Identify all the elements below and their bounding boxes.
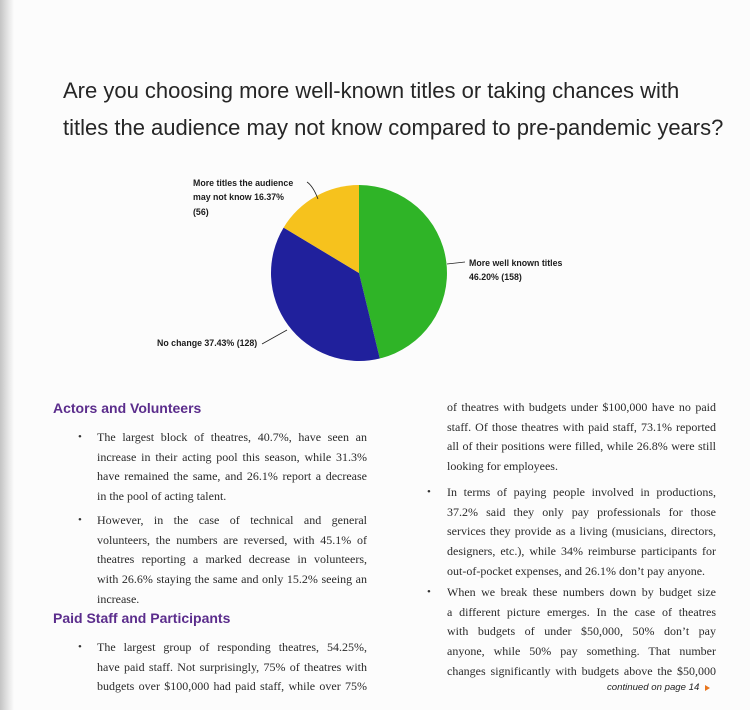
section-heading-paid-staff: Paid Staff and Participants xyxy=(53,610,231,626)
body-text-line: • The largest block of theatres, 40.7%, have seen an xyxy=(97,430,367,444)
continued-on-page-link[interactable]: continued on page 14 xyxy=(607,682,700,693)
body-text-line: a different picture emerges. In the case of theatres xyxy=(447,604,716,619)
body-text-line: anyone, while 50% pay something. That number xyxy=(447,644,716,659)
leader-line-no-change xyxy=(262,330,287,344)
body-text-line: out-of-pocket expenses, and 26.1% don’t pay anyone. xyxy=(447,563,706,578)
body-text-line: of theatres with budgets under $100,000 have no paid xyxy=(447,400,716,414)
body-text-line: with budgets of under $50,000, 50% don’t pay xyxy=(447,624,716,639)
body-text-line: have remained the same, and 26.1% report a decrease xyxy=(97,469,367,484)
body-text-line: • In terms of paying people involved in productions, xyxy=(447,485,716,499)
question-heading-line: Are you choosing more well-known titles or taking chances with xyxy=(63,78,680,103)
bullet-paragraph xyxy=(97,428,367,507)
pie-label-line: (56) xyxy=(193,207,209,217)
body-text-line: 37.2% said they only pay professionals for those xyxy=(447,504,716,519)
body-text-line: budgets over $100,000 had paid staff, while over 75% xyxy=(97,679,367,694)
arrow-right-icon xyxy=(705,685,710,691)
question-heading xyxy=(63,72,723,146)
body-text-line: services they provide as a living (musicians, directors, xyxy=(447,524,716,539)
leader-line-well-known xyxy=(447,262,465,264)
pie-label-line: No change 37.43% (128) xyxy=(157,338,258,348)
body-text-line: theatres reporting a marked decrease in volunteers, xyxy=(97,552,367,567)
pie-label-line: may not know 16.37% xyxy=(193,192,284,202)
body-text-line: all of their positions were filled, while 26.8% were still xyxy=(447,439,716,454)
body-text-line: • The largest group of responding theatres, 54.25%, xyxy=(97,640,367,654)
scan-shadow-edge xyxy=(0,0,14,710)
body-text-line: looking for employees. xyxy=(447,459,558,474)
bullet-paragraph xyxy=(447,583,716,681)
body-text-line: • When we break these numbers down by budget size xyxy=(447,585,716,599)
bullet-paragraph xyxy=(447,483,716,581)
body-text-line: with 26.6% staying the same and only 15.2% seeing an xyxy=(97,572,367,587)
body-text-line: increase. xyxy=(97,591,140,606)
bullet-paragraph xyxy=(97,638,367,697)
body-text-line: have paid staff. Not surprisingly, 75% of theatres with xyxy=(97,659,367,674)
pie-label-line: More well known titles xyxy=(469,258,563,268)
continued-paragraph xyxy=(447,398,716,477)
pie-chart xyxy=(150,165,590,375)
body-text-line: changes significantly with budgets above the $50,000 xyxy=(447,663,716,678)
question-heading-line: titles the audience may not know compared to pre-pandemic years? xyxy=(63,115,724,140)
body-text-line: designers, etc.), while 34% reimburse participants for xyxy=(447,544,716,559)
body-text-line: • However, in the case of technical and general xyxy=(97,513,367,527)
pie-label-line: 46.20% (158) xyxy=(469,272,522,282)
bullet-paragraph xyxy=(97,511,367,609)
pie-label-line: More titles the audience xyxy=(193,178,294,188)
section-heading-actors: Actors and Volunteers xyxy=(53,400,202,416)
pie-slices xyxy=(271,185,447,361)
body-text-line: volunteers, the numbers are reversed, with 45.1% of xyxy=(97,532,367,547)
body-text-line: staff. Of those theatres with paid staff, 73.1% reported xyxy=(447,419,716,434)
body-text-line: in the pool of acting talent. xyxy=(97,489,227,504)
body-text-line: increase in their acting pool this season, while 31.3% xyxy=(97,449,367,464)
